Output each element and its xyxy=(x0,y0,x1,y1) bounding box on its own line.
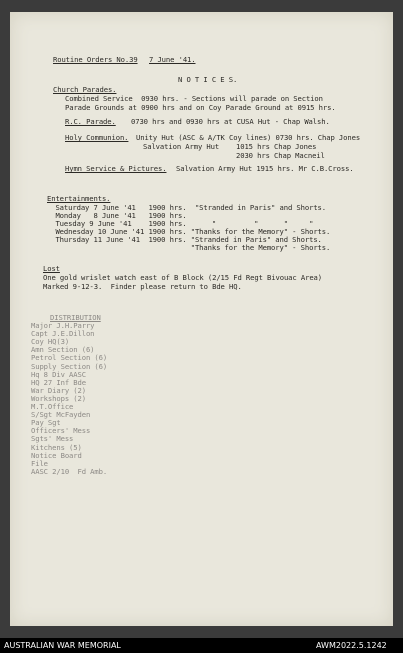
entertainment-line-1: Saturday 7 June '41 1900 hrs. "Stranded in Paris" and Shorts. xyxy=(47,203,326,212)
holy-communion-line-2: Salvation Army Hut 1015 hrs Chap Jones xyxy=(143,142,317,151)
distribution-item: AASC 2/10 Fd Amb. xyxy=(31,466,108,476)
footer-bar xyxy=(0,638,403,653)
distribution-item: War Diary (2) xyxy=(31,385,86,395)
lost-line-1: One gold wrislet watch east of B Block (2/15 Fd Regt Bivouac Area) xyxy=(43,273,322,282)
distribution-item: Amn Section (6) xyxy=(31,345,95,355)
lost-line-2: Marked 9-12-3. Finder please return to Bde HQ. xyxy=(43,282,242,291)
document-page xyxy=(10,12,393,626)
distribution-item: Pay Sgt xyxy=(31,418,61,428)
combined-service-line-1: Combined Service 0930 hrs. - Sections will parade on Section xyxy=(65,94,323,103)
holy-communion-label: Holy Communion. xyxy=(65,133,129,142)
entertainments-heading: Entertainments. xyxy=(47,194,111,203)
hymn-service-label: Hymn Service & Pictures. xyxy=(65,164,167,173)
distribution-item: Kitchens (5) xyxy=(31,442,82,452)
entertainment-line-6: "Thanks for the Memory" - Shorts. xyxy=(47,243,331,252)
notices-heading: N O T I C E S. xyxy=(178,75,238,84)
distribution-item: Officers' Mess xyxy=(31,426,91,436)
distribution-item: Major J.H.Parry xyxy=(31,321,95,330)
combined-service-line-2: Parade Grounds at 0900 hrs and on Coy Parade Ground at 0915 hrs. xyxy=(65,103,336,112)
footer-accession-id: AWM2022.5.1242 xyxy=(316,641,387,650)
entertainment-line-2: Monday 8 June '41 1900 hrs. xyxy=(47,211,187,220)
distribution-item: S/Sgt McFayden xyxy=(31,410,91,420)
distribution-item: Sgts' Mess xyxy=(31,434,74,444)
holy-communion-line-3: 2030 hrs Chap Macneil xyxy=(143,151,325,160)
distribution-item: Petrol Section (6) xyxy=(31,353,108,363)
entertainment-line-3: Tuesday 9 June '41 1900 hrs. " " " " xyxy=(47,219,314,228)
order-date: 7 June '41. xyxy=(149,55,196,64)
entertainment-line-5: Thursday 11 June '41 1900 hrs. "Stranded in Paris" and Shorts. xyxy=(47,235,322,244)
hymn-service-text: Salvation Army Hut 1915 hrs. Mr C.B.Cross. xyxy=(176,164,354,173)
distribution-item: File xyxy=(31,458,48,468)
distribution-item: M.T.Office xyxy=(31,402,74,411)
distribution-item: Coy HQ(3) xyxy=(31,337,70,347)
rc-parade-label: R.C. Parade. xyxy=(65,117,116,126)
distribution-item: Hq 8 Div AASC xyxy=(31,369,86,379)
distribution-item: Notice Board xyxy=(31,450,82,460)
distribution-heading: DISTRIBUTION xyxy=(50,313,101,322)
church-parades-heading: Church Parades. xyxy=(53,85,117,94)
footer-institution: AUSTRALIAN WAR MEMORIAL xyxy=(4,641,121,650)
distribution-item: HQ 27 Inf Bde xyxy=(31,377,86,387)
distribution-item: Workshops (2) xyxy=(31,393,86,403)
rc-parade-text: 0730 hrs and 0930 hrs at CUSA Hut - Chap Walsh. xyxy=(131,117,330,126)
distribution-item: Supply Section (6) xyxy=(31,361,108,371)
distribution-item: Capt J.E.Dillon xyxy=(31,329,95,339)
holy-communion-line-1: Unity Hut (ASC & A/TK Coy lines) 0730 hrs. Chap Jones xyxy=(136,133,361,142)
entertainment-line-4: Wednesday 10 June '41 1900 hrs. "Thanks for the Memory" - Shorts. xyxy=(47,227,331,236)
lost-heading: Lost xyxy=(43,264,60,273)
order-title: Routine Orders No.39 xyxy=(53,55,138,64)
